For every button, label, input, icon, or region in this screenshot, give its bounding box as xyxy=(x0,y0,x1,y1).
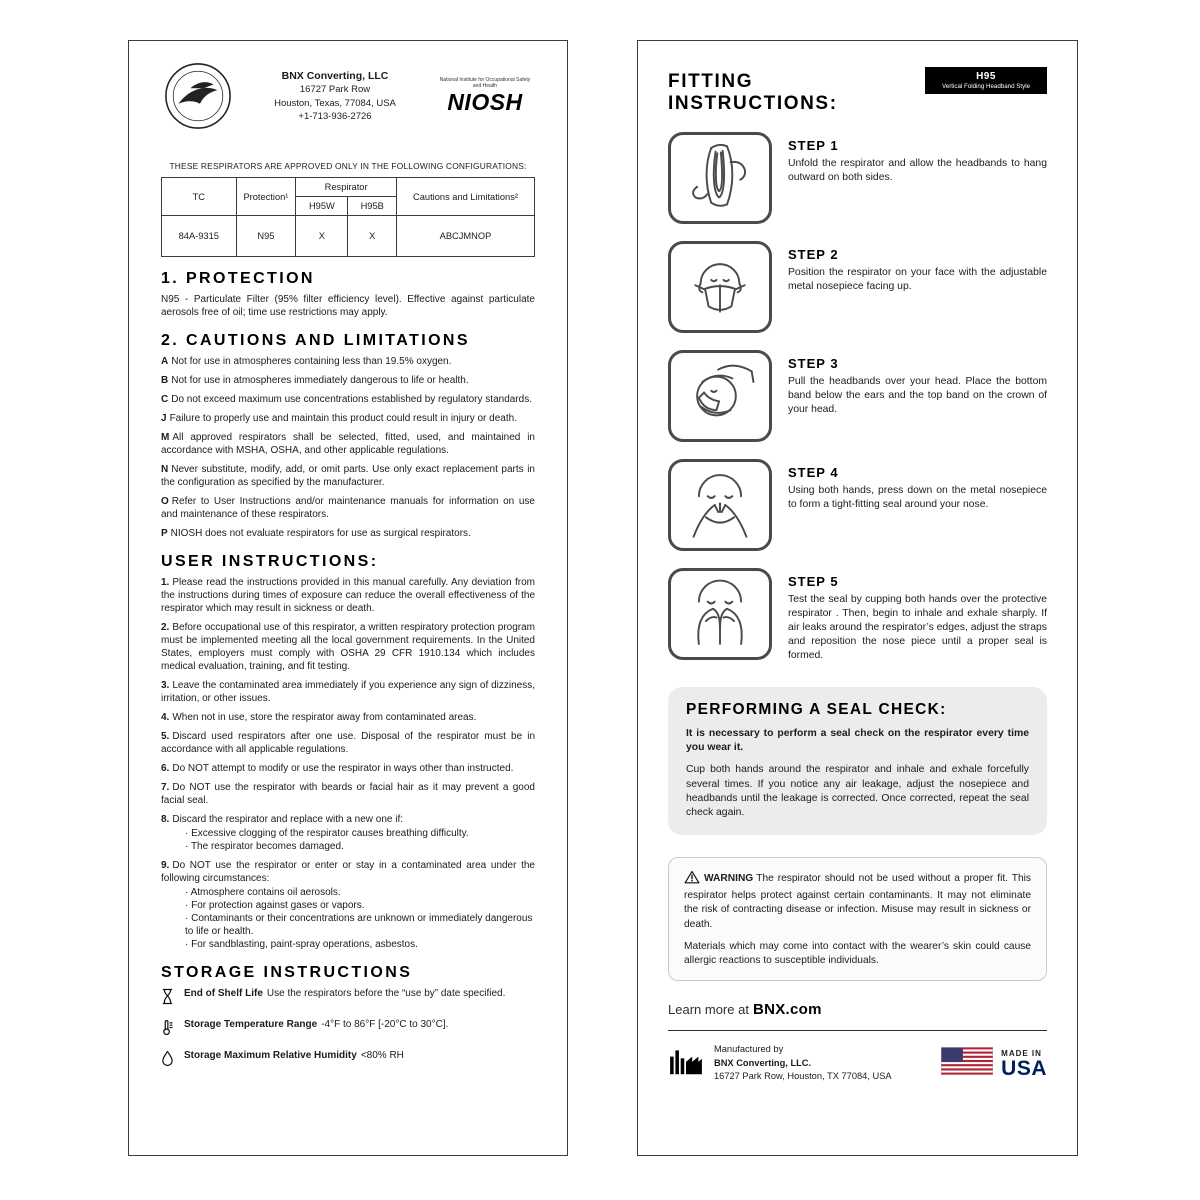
caution-item: O Refer to User Instructions and/or maintenance manuals for information on use and maintenance of these respirators. xyxy=(161,496,535,520)
user-instruction-sublist xyxy=(161,827,535,853)
droplet-icon xyxy=(161,1049,175,1071)
learn-more xyxy=(668,1001,1047,1018)
country-label: USA xyxy=(1001,1056,1047,1080)
factory-icon xyxy=(668,1046,704,1081)
step-text: Test the seal by cupping both hands over the protective respirator . Then, begin to inhale and exhale sharply. If air leaks around the respirator’s edges, adjust the straps and reposition the nose piece until a proper seal is formed. xyxy=(788,594,1047,662)
left-header xyxy=(161,61,535,131)
cautions-heading: 2. CAUTIONS AND LIMITATIONS xyxy=(161,332,470,349)
col-respirator: Respirator xyxy=(296,178,397,197)
fitting-step xyxy=(668,241,1047,333)
bnx-site-link[interactable]: BNX.com xyxy=(752,1001,822,1019)
step-2-illustration xyxy=(668,241,772,333)
left-panel xyxy=(128,40,568,1156)
user-instruction-item: 2. Before occupational use of this respirator, a written respiratory protection program must be implemented meeting all the local government requirements. In the United States, employers must comply with OSHA 29 CFR 1910.134 which includes medical evaluation, training, and fit testing. xyxy=(161,622,535,672)
manufactured-by: Manufactured by xyxy=(714,1044,784,1055)
storage-label: Storage Temperature Range xyxy=(184,1019,318,1030)
warning-icon xyxy=(684,870,700,889)
step-text: Using both hands, press down on the metal nosepiece to form a tight-fitting seal around your nose. xyxy=(788,485,1047,511)
footer-company: BNX Converting, LLC. xyxy=(714,1057,812,1068)
caution-item: J Failure to properly use and maintain this product could result in injury or death. xyxy=(161,413,517,424)
storage-text: <80% RH xyxy=(360,1050,404,1061)
niosh-tagline: National Institute for Occupational Safety and Health xyxy=(439,76,531,89)
caution-item: B Not for use in atmospheres immediately dangerous to life or health. xyxy=(161,375,469,386)
company-name: BNX Converting, LLC xyxy=(281,69,389,82)
fitting-step xyxy=(668,459,1047,551)
model-badge xyxy=(925,67,1047,94)
fitting-title: FITTING INSTRUCTIONS: xyxy=(668,71,838,114)
step-label: STEP 4 xyxy=(788,465,839,480)
seal-check-box xyxy=(668,687,1047,835)
sub-item: · For protection against gases or vapors. xyxy=(161,899,535,912)
hourglass-icon xyxy=(161,987,175,1009)
cell-h95w: X xyxy=(296,216,348,257)
step-4-illustration xyxy=(668,459,772,551)
col-protection: Protection¹ xyxy=(236,178,296,216)
cell-cautions: ABCJMNOP xyxy=(396,216,534,257)
col-cautions: Cautions and Limitations² xyxy=(396,178,534,216)
storage-label: End of Shelf Life xyxy=(184,988,263,999)
storage-text: -4°F to 86°F [-20°C to 30°C]. xyxy=(321,1019,449,1030)
right-panel xyxy=(637,40,1078,1156)
protection-body: N95 - Particulate Filter (95% filter efficiency level). Effective against particulate aerosols free of oil; time use restrictions may apply. xyxy=(161,294,535,318)
niosh-logo xyxy=(437,77,533,116)
user-instruction-item: 4. When not in use, store the respirator away from contaminated areas. xyxy=(161,712,477,723)
seal-check-lead: It is necessary to perform a seal check on the respirator every time you wear it. xyxy=(686,728,1029,754)
us-flag-icon xyxy=(941,1047,993,1080)
fitting-step xyxy=(668,568,1047,663)
footer-address: 16727 Park Row, Houston, TX 77084, USA xyxy=(714,1071,892,1082)
storage-item xyxy=(161,987,535,1009)
storage-text: Use the respirators before the “use by” date specified. xyxy=(266,988,506,999)
approval-intro: THESE RESPIRATORS ARE APPROVED ONLY IN THE FOLLOWING CONFIGURATIONS: xyxy=(169,161,527,171)
manufacturer-footer xyxy=(668,1043,892,1083)
company-phone: +1-713-936-2726 xyxy=(298,110,372,122)
fitting-step xyxy=(668,350,1047,442)
hhs-seal-icon xyxy=(163,61,233,131)
step-1-illustration xyxy=(668,132,772,224)
footer xyxy=(668,1030,1047,1083)
caution-item: C Do not exceed maximum use concentrations established by regulatory standards. xyxy=(161,394,532,405)
fitting-step xyxy=(668,132,1047,224)
step-text: Unfold the respirator and allow the headbands to hang outward on both sides. xyxy=(788,158,1047,184)
sub-item: · Atmosphere contains oil aerosols. xyxy=(161,886,535,899)
step-text: Position the respirator on your face with the adjustable metal nosepiece facing up. xyxy=(788,267,1047,293)
caution-item: M All approved respirators shall be selected, fitted, used, and maintained in accordance with MSHA, OSHA, and other applicable regulations. xyxy=(161,432,535,456)
user-instruction-sublist xyxy=(161,886,535,951)
made-in-usa xyxy=(941,1047,1047,1080)
storage-label: Storage Maximum Relative Humidity xyxy=(184,1050,357,1061)
seal-check-title: PERFORMING A SEAL CHECK: xyxy=(686,701,947,719)
sub-item: · Contaminants or their concentrations are unknown or immediately dangerous to life or health. xyxy=(161,912,535,938)
storage-item xyxy=(161,1018,535,1040)
cell-h95b: X xyxy=(348,216,396,257)
warning-label: WARNING xyxy=(704,872,754,884)
table-row xyxy=(162,216,535,257)
model-style: Vertical Folding Headband Style xyxy=(941,83,1031,90)
sub-item: · Excessive clogging of the respirator causes breathing difficulty. xyxy=(161,827,535,840)
warning-text: The respirator should not be used without a proper fit. This respirator helps protect against certain contaminants. It may not eliminate the risk of contracting disease or infection. Misuse may result in sickness or death. xyxy=(684,872,1031,930)
sub-item: · The respirator becomes damaged. xyxy=(161,840,535,853)
warning-text-2: Materials which may come into contact with the wearer’s skin could cause allergic reactions to susceptible individuals. xyxy=(684,940,1031,967)
storage-heading: STORAGE INSTRUCTIONS xyxy=(161,964,413,981)
caution-item: N Never substitute, modify, add, or omit parts. Use only exact replacement parts in the configuration as specified by the manufacturer. xyxy=(161,464,535,488)
storage-item xyxy=(161,1049,535,1071)
user-instructions-heading: USER INSTRUCTIONS: xyxy=(161,553,379,570)
step-label: STEP 3 xyxy=(788,356,839,371)
manufacturer-block xyxy=(274,69,396,124)
cell-tc: 84A-9315 xyxy=(162,216,237,257)
company-address-1: 16727 Park Row xyxy=(299,84,371,96)
col-tc: TC xyxy=(162,178,237,216)
caution-item: A Not for use in atmospheres containing less than 19.5% oxygen. xyxy=(161,356,452,367)
step-text: Pull the headbands over your head. Place the bottom band below the ears and the top band on the crown of your head. xyxy=(788,376,1047,416)
protection-heading: 1. PROTECTION xyxy=(161,270,315,287)
made-in-label: MADE IN xyxy=(1001,1048,1042,1058)
niosh-wordmark: NIOSH xyxy=(447,88,523,115)
col-h95w: H95W xyxy=(296,197,348,216)
fitting-header xyxy=(668,67,1047,115)
learn-more-text: Learn more at xyxy=(668,1002,749,1018)
step-label: STEP 5 xyxy=(788,574,839,589)
user-instruction-item: 6. Do NOT attempt to modify or use the respirator in ways other than instructed. xyxy=(161,763,514,774)
step-3-illustration xyxy=(668,350,772,442)
step-label: STEP 2 xyxy=(788,247,839,262)
user-instruction-item: 5. Discard used respirators after one use. Disposal of the respirator must be in accordance with all applicable regulations. xyxy=(161,731,535,755)
warning-box xyxy=(668,857,1047,982)
caution-item: P NIOSH does not evaluate respirators for use as surgical respirators. xyxy=(161,528,471,539)
step-label: STEP 1 xyxy=(788,138,839,153)
seal-check-body: Cup both hands around the respirator and inhale and exhale forcefully several times. If you notice any air leakage, adjust the nosepiece and headbands until the leakage is corrected. Once corrected, repeat the seal check again. xyxy=(686,764,1029,819)
cell-protection: N95 xyxy=(236,216,296,257)
sub-item: · For sandblasting, paint-spray operations, asbestos. xyxy=(161,938,535,951)
user-instruction-item: 8. Discard the respirator and replace with a new one if: xyxy=(161,814,404,825)
col-h95b: H95B xyxy=(348,197,396,216)
approval-table xyxy=(161,177,535,257)
step-5-illustration xyxy=(668,568,772,660)
user-instruction-item: 9. Do NOT use the respirator or enter or stay in a contaminated area under the following circumstances: xyxy=(161,860,535,884)
model-name: H95 xyxy=(976,71,996,82)
thermometer-icon xyxy=(161,1018,175,1040)
user-instruction-item: 1. Please read the instructions provided in this manual carefully. Any deviation from the instructions during times of exposure can reduce the overall effectiveness of the respirator which may result in sickness or death. xyxy=(161,577,535,614)
user-instruction-item: 7. Do NOT use the respirator with beards or facial hair as it may prevent a good facial seal. xyxy=(161,782,535,806)
company-address-2: Houston, Texas, 77084, USA xyxy=(274,97,396,109)
user-instruction-item: 3. Leave the contaminated area immediately if you experience any sign of dizziness, irritation, or other issues. xyxy=(161,680,535,704)
